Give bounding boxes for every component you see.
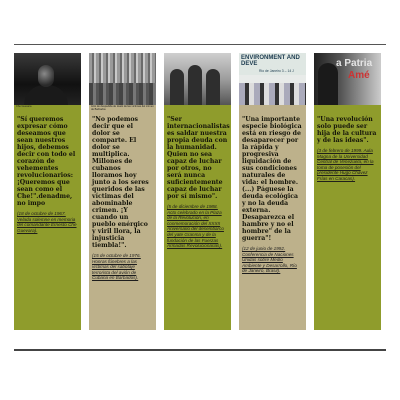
quote-column-1 — [14, 53, 81, 330]
photo-word: Amé — [348, 70, 370, 81]
speech-photo — [314, 53, 381, 105]
photo-caption — [164, 105, 231, 112]
source-link[interactable]: (15 de octubre de 1976. Honras fúnebres a las víctimas del sabotaje terrorista del avión de Cubana en Barbados). — [92, 253, 141, 281]
quote-text: "Sí queremos expresar cómo deseamos que sean nuestros hijos, debemos decir con todo el corazón de vehementes revolucionarios: ¡Queremos que sean como el Che!".denadme, no impo — [17, 116, 76, 207]
photo-caption: Che Guevara — [16, 105, 32, 108]
quote-text: "Ser internacionalistas es saldar nuestra propia deuda con la humanidad. Quien no sea capaz de luchar por otros, no será nunca suficientemente capaz de luchar por sí mismo". — [167, 116, 230, 200]
bottom-divider — [14, 349, 386, 351]
quote-column-3 — [164, 53, 231, 330]
source-link[interactable]: (5 de diciembre de 1988. Acto celebrado en la Plaza de la Revolución, en conmemoración del XXXII Aniversario del desembarco del yate Granma y de la fundación de las Fuerzas Armadas Revolucionarias). — [167, 204, 224, 249]
banner-subtitle: Rio de Janeiro 3 – 14 J — [259, 69, 294, 73]
top-divider — [14, 44, 386, 45]
che-guevara-photo — [14, 53, 81, 105]
source-link[interactable]: (18 de octubre de 1967. Velada solemne en memoria del comandante Ernesto Che Guevara). — [17, 211, 77, 233]
source-link[interactable]: (12 de junio de 1992. Conferencia de Naciones Unidas sobre Medio Ambiente y Desarrollo, Río de Janeiro, Brasil). — [242, 246, 297, 274]
crowd-photo — [89, 53, 156, 105]
leaders-photo — [164, 53, 231, 105]
conference-photo — [239, 53, 306, 105]
photo-word: a Patria — [336, 58, 373, 69]
quote-column-2 — [89, 53, 156, 330]
quote-text: "Una revolución solo puede ser hija de la cultura y de las ideas". — [317, 116, 377, 144]
quote-column-5 — [314, 53, 381, 330]
source-link[interactable]: (3 de febrero de 1999. Aula Magna de la Universidad Central de Venezuela, en la toma de posesión del presidente Hugo Chávez Frías en Caracas). — [317, 148, 374, 181]
photo-caption: Acto de despedida de duelo de las víctimas del crimen de Barbados — [91, 105, 154, 111]
quote-column-4 — [239, 53, 306, 330]
photo-caption — [314, 105, 381, 112]
quote-text: "Una importante especie biológica está en riesgo de desaparecer por la rápida y progresiva liquidación de sus condiciones naturales de vida: el hombre. (...) Páguese la deuda ecológica y no la deuda externa. Desaparezca el hambre y no el hombre" de la guerra"! — [242, 116, 302, 242]
photo-caption — [239, 105, 306, 112]
banner-title: ENVIRONMENT AND DEVE — [241, 55, 300, 67]
quote-text: "No podemos decir que el dolor se comparte. El dolor se multiplica. Millones de cubanos lloramos hoy junto a los seres queridos de las víctimas del abominable crimen. ¡Y cuando un pueblo enérgico y viril llora, la injusticia tiembla!". — [92, 116, 149, 249]
